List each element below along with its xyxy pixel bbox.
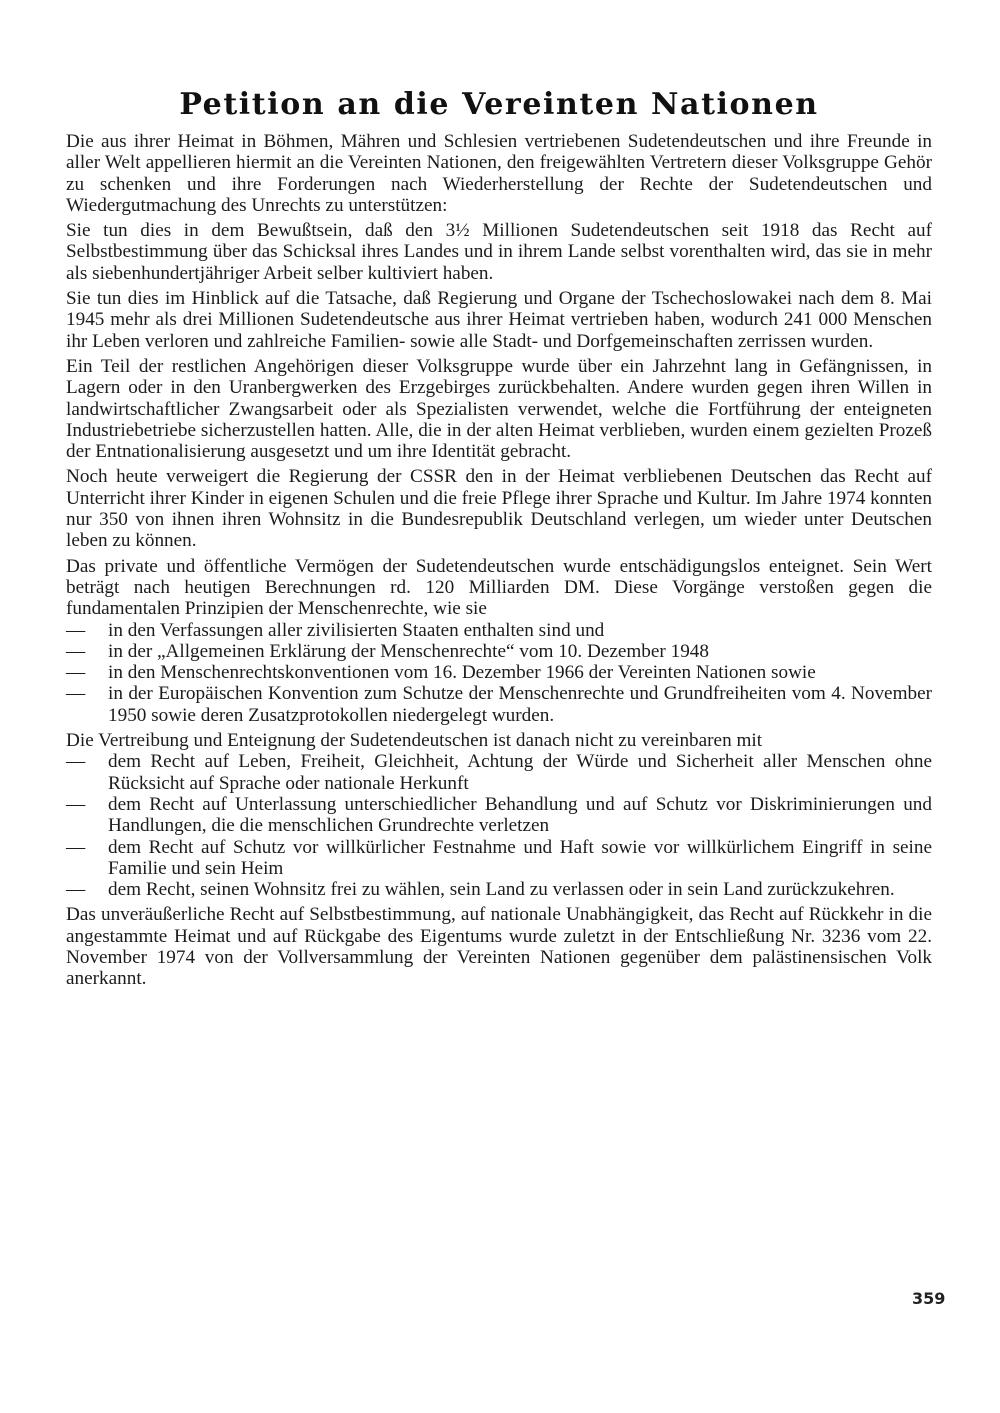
paragraph-remaining-members: Ein Teil der restlichen Angehörigen dieser Volksgruppe wurde über ein Jahrzehnt lang in Gefängnissen, in Lagern oder in den Uranbergwerken des Erzgebirges zurückbehalten. Andere wurden gegen ihren Willen in landwirtschaftlicher Zwangsarbeit oder als Spezialisten verwendet, welche die Fortführung der enteigneten Industriebetriebe sicherzustellen hatten. Alle, die in der alten Heimat verblieben, wurden einem gezielten Prozeß der Entnationalisierung ausgesetzt und um ihre Identität gebracht. [66,355,932,463]
list-item [66,879,932,900]
rights-list [66,751,932,900]
list-item-text: in der Europäischen Konvention zum Schutze der Menschenrechte und Grundfreiheiten vom 4. November 1950 sowie deren Zusatzprotokollen niedergelegt wurden. [108,683,932,726]
list-item-text: dem Recht, seinen Wohnsitz frei zu wählen, sein Land zu verlassen oder in sein Land zurückzukehren. [108,879,895,901]
list-item-text: dem Recht auf Leben, Freiheit, Gleichheit, Achtung der Würde und Sicherheit aller Menschen ohne Rücksicht auf Sprache oder nationale Herkunft [108,751,932,794]
paragraph-cssr-today: Noch heute verweigert die Regierung der CSSR den in der Heimat verbliebenen Deutschen das Recht auf Unterricht ihrer Kinder in eigenen Schulen und die freie Pflege ihrer Sprache und Kultur. Im Jahre 1974 konnten nur 350 von ihnen ihren Wohnsitz in die Bundesrepublik Deutschland verlegen, um wieder unter Deutschen leben zu können. [66,466,932,552]
list-item [66,662,932,683]
document-page [66,86,932,994]
list-item [66,641,932,662]
dash-marker: — [66,879,86,901]
dash-marker: — [66,662,86,684]
list-item [66,751,932,794]
dash-marker: — [66,793,86,815]
paragraph-un-resolution: Das unveräußerliche Recht auf Selbstbestimmung, auf nationale Unabhängigkeit, das Recht auf Rückkehr in die angestammte Heimat und auf Rückgabe des Eigentums wurde zuletzt in der Entschließung Nr. 3236 vom 22. November 1974 von der Vollversammlung der Vereinten Nationen gegenüber dem palästinensischen Volk anerkannt. [66,904,932,990]
list-item-text: in den Verfassungen aller zivilisierten Staaten enthalten sind und [108,619,605,641]
list-item [66,837,932,880]
list-item [66,794,932,837]
list-item-text: in der „Allgemeinen Erklärung der Menschenrechte“ vom 10. Dezember 1948 [108,640,709,662]
dash-marker: — [66,640,86,662]
list-item-text: dem Recht auf Schutz vor willkürlicher Festnahme und Haft sowie vor willkürlichem Eingriff in seine Familie und sein Heim [108,836,932,879]
paragraph-self-determination: Sie tun dies in dem Bewußtsein, daß den 3½ Millionen Sudetendeutschen seit 1918 das Recht auf Selbstbestimmung über das Schicksal ihres Landes und in ihrem Lande selbst vorenthalten wird, das sie in mehr als siebenhundertjähriger Arbeit selber kultiviert haben. [66,220,932,284]
list-item [66,620,932,641]
dash-marker: — [66,619,86,641]
paragraph-intro: Die aus ihrer Heimat in Böhmen, Mähren und Schlesien vertriebenen Sudetendeutschen und ihre Freunde in aller Welt appellieren hiermit an die Vereinten Nationen, den freigewählten Vertretern dieser Volksgruppe Gehör zu schenken und ihre Forderungen nach Wiederherstellung der Rechte der Sudetendeutschen und Wiedergutmachung des Unrechts zu unterstützen: [66,131,932,216]
list-item [66,683,932,726]
page-title: Petition an die Vereinten Nationen [179,87,819,122]
dash-marker: — [66,751,86,773]
paragraph-property: Das private und öffentliche Vermögen der Sudetendeutschen wurde entschädigungslos enteignet. Sein Wert beträgt nach heutigen Berechnungen rd. 120 Milliarden DM. Diese Vorgänge verstoßen gegen die fundamentalen Prinzipien der Menschenrechte, wie sie [66,555,932,620]
dash-marker: — [66,836,86,858]
paragraph-expulsion: Sie tun dies im Hinblick auf die Tatsache, daß Regierung und Organe der Tschechoslowakei nach dem 8. Mai 1945 mehr als drei Millionen Sudetendeutsche aus ihrer Heimat vertrieben haben, wodurch 241 000 Menschen ihr Leben verloren und zahlreiche Familien- sowie alle Stadt- und Dorfgemeinschaften zerrissen wurden. [66,288,932,352]
page-number: 359 [912,1289,946,1308]
list-item-text: dem Recht auf Unterlassung unterschiedlicher Behandlung und auf Schutz vor Diskriminierungen und Handlungen, die die menschlichen Grundrechte verletzen [108,793,932,837]
human-rights-list [66,620,932,726]
dash-marker: — [66,683,86,705]
paragraph-incompatible: Die Vertreibung und Enteignung der Sudetendeutschen ist danach nicht zu vereinbaren mit [66,730,763,752]
list-item-text: in den Menschenrechtskonventionen vom 16. Dezember 1966 der Vereinten Nationen sowie [108,662,816,684]
